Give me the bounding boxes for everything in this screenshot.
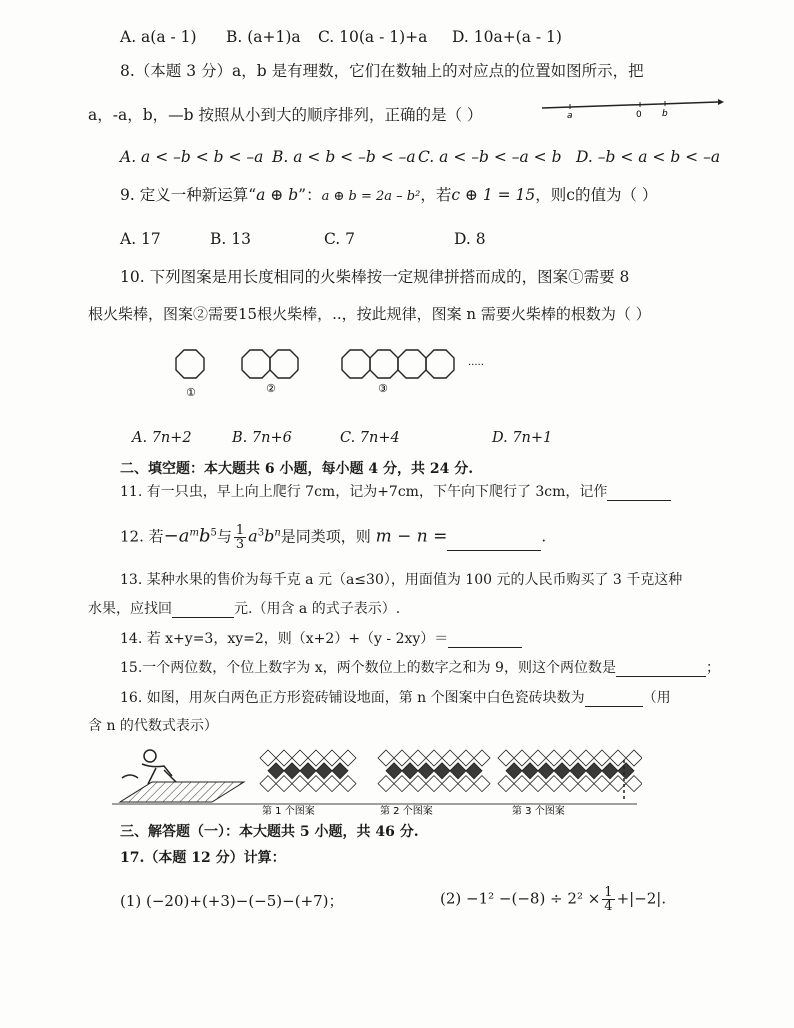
section-3-heading: 三、解答题（一）：本大题共 5 小题，共 46 分.	[120, 824, 419, 840]
axis-label-0: 0	[636, 110, 642, 120]
white-tile	[562, 776, 578, 792]
white-tile	[324, 776, 340, 792]
white-tile	[308, 776, 324, 792]
white-tile	[626, 776, 642, 792]
q12-frac-num: 1	[235, 523, 245, 538]
white-tile	[458, 776, 474, 792]
q7-option-d: D. 10a+(a - 1)	[452, 28, 562, 46]
white-tile	[594, 750, 610, 766]
q10-line2: 根火柴棒，图案②需要15根火柴棒，..，按此规律，图案 n 需要火柴棒的根数为（ ）	[88, 305, 651, 323]
q13-line2b: 元.（用含 a 的式子表示）.	[234, 601, 401, 617]
octagon-2a	[242, 350, 270, 378]
q16-answer-blank[interactable]	[585, 706, 643, 707]
white-tile	[546, 750, 562, 766]
white-tile	[562, 750, 578, 766]
q8-option-b: B. a < b < –b < –a	[272, 148, 416, 166]
white-tile	[594, 776, 610, 792]
gray-tile	[402, 763, 418, 779]
white-tile	[378, 750, 394, 766]
white-tile	[514, 750, 530, 766]
gray-tile	[316, 763, 332, 779]
white-tile	[626, 750, 642, 766]
white-tile	[410, 750, 426, 766]
gray-tile	[522, 763, 538, 779]
q9-option-d: D. 8	[454, 230, 486, 248]
tile-pattern-1	[260, 750, 356, 792]
q10-option-a: A. 7n+2	[132, 430, 192, 446]
worker-illustration	[120, 750, 244, 802]
q9-stem-d: ，则c的值为（ ）	[535, 186, 658, 204]
gray-tile	[418, 763, 434, 779]
gray-tile	[268, 763, 284, 779]
gray-tile	[506, 763, 522, 779]
q8-option-a: A. a < –b < b < –a	[120, 148, 264, 166]
q16-line1b: （用	[642, 690, 671, 706]
gray-tile	[570, 763, 586, 779]
q12-term2: a	[248, 526, 258, 546]
q9-option-c: C. 7	[324, 230, 356, 248]
gray-tile	[386, 763, 402, 779]
white-tile	[530, 776, 546, 792]
gray-tile	[332, 763, 348, 779]
q9-stem-b: ”：	[298, 186, 322, 204]
white-tile	[308, 750, 324, 766]
q13-line1: 13. 某种水果的售价为每千克 a 元（a≤30），用面值为 100 元的人民币购买了 3 千克这种	[120, 572, 683, 588]
q12-sup-m: m	[189, 527, 199, 539]
q8-number-line	[540, 96, 725, 124]
white-tile	[442, 750, 458, 766]
white-tile	[498, 750, 514, 766]
white-tile	[458, 750, 474, 766]
q12-fraction	[234, 524, 246, 551]
q9-stem	[120, 186, 657, 205]
q12-a: 12. 若	[120, 527, 164, 546]
q11-text: 11. 有一只虫，早上向上爬行 7cm，记为+7cm，下午向下爬行了 3cm，记作	[120, 484, 608, 500]
q16-line2: 含 n 的代数式表示）	[88, 718, 218, 734]
white-tile	[546, 776, 562, 792]
q9-cond: c ⊕ 1 = 15	[451, 186, 536, 204]
q12-tail: 是同类项，则	[280, 527, 371, 546]
q14	[120, 631, 522, 648]
q12-sup-5: 5	[210, 527, 217, 539]
octagon-3d	[426, 350, 454, 378]
q8-option-c: C. a < –b < –a < b	[418, 148, 562, 166]
octagon-3a	[342, 350, 370, 378]
q15-text: 15.一个两位数，个位上数字为 x，两个数位上的数字之和为 9，则这个两位数是	[120, 660, 616, 676]
tile-pattern-3	[498, 750, 642, 792]
q9-formula: a ⊕ b = 2a – b²	[321, 189, 421, 204]
q17-fraction	[602, 886, 614, 913]
q17-part2	[440, 886, 666, 913]
gray-tile	[602, 763, 618, 779]
tile-label-1: 第 1 个图案	[262, 806, 315, 817]
q16-tile-figures	[112, 742, 642, 818]
white-tile	[474, 776, 490, 792]
q12-sup-3: 3	[257, 527, 265, 539]
white-tile	[276, 776, 292, 792]
q17-part1: (1) (−20)+(+3)−(−5)−(+7)；	[120, 892, 344, 910]
white-tile	[260, 750, 276, 766]
q11-answer-blank[interactable]	[607, 500, 671, 501]
axis-label-b: b	[662, 109, 668, 119]
white-tile	[324, 750, 340, 766]
white-tile	[394, 750, 410, 766]
octagon-2b	[270, 350, 298, 378]
q17-frac-den: 4	[604, 899, 613, 914]
white-tile	[610, 750, 626, 766]
q8-option-d: D. –b < a < b < –a	[576, 148, 721, 166]
white-tile	[276, 750, 292, 766]
fig-label-2: ②	[266, 382, 276, 395]
white-tile	[578, 750, 594, 766]
white-tile	[578, 776, 594, 792]
q10-line1: 10. 下列图案是用长度相同的火柴棒按一定规律拼搭而成的，图案①需要 8	[120, 268, 630, 286]
q10-option-b: B. 7n+6	[232, 430, 292, 446]
white-tile	[498, 776, 514, 792]
gray-tile	[538, 763, 554, 779]
q15-answer-blank[interactable]	[616, 676, 706, 677]
q12-mid: 与	[216, 527, 232, 546]
white-tile	[410, 776, 426, 792]
q9-stem-a: 9. 定义一种新运算“	[120, 186, 257, 204]
q8-line1: 8.（本题 3 分）a，b 是有理数，它们在数轴上的对应点的位置如图所示，把	[120, 62, 644, 80]
gray-tile	[284, 763, 300, 779]
q16-line1a: 16. 如图，用灰白两色正方形瓷砖铺设地面，第 n 个图案中白色瓷砖块数为	[120, 690, 585, 706]
q16-line1	[120, 690, 671, 707]
white-tile	[292, 750, 308, 766]
q17-title: 17.（本题 12 分）计算：	[120, 850, 286, 866]
white-tile	[474, 750, 490, 766]
white-tile	[514, 776, 530, 792]
q7-option-b: B. (a+1)a	[226, 28, 301, 46]
white-tile	[394, 776, 410, 792]
q12-b1: b	[198, 525, 211, 547]
q17-part2-b: +|−2|.	[616, 889, 667, 908]
q15	[120, 660, 720, 677]
gray-tile	[554, 763, 570, 779]
gray-tile	[450, 763, 466, 779]
tile-pattern-2	[378, 750, 490, 792]
q13-line2a: 水果，应找回	[88, 601, 172, 617]
q12-end: .	[541, 527, 547, 546]
white-tile	[530, 750, 546, 766]
gray-tile	[300, 763, 316, 779]
q10-option-d: D. 7n+1	[492, 430, 553, 446]
q8-line2: a，-a，b，—b 按照从小到大的顺序排列，正确的是（ ）	[88, 106, 483, 124]
axis-label-a: a	[567, 111, 573, 121]
octagon-1	[176, 350, 204, 378]
q12-term1: −a	[163, 525, 190, 547]
q13-answer-blank[interactable]	[172, 617, 234, 618]
q9-option-a: A. 17	[120, 230, 161, 248]
gray-tile	[466, 763, 482, 779]
q17-frac-num: 1	[604, 885, 613, 900]
q12-expr: m − n =	[375, 526, 448, 547]
q7-option-a: A. a(a - 1)	[120, 28, 197, 46]
q12-answer-blank[interactable]	[447, 550, 541, 551]
fig-label-3: ③	[378, 382, 388, 395]
q10-option-c: C. 7n+4	[340, 430, 400, 446]
white-tile	[426, 750, 442, 766]
q9-op: a ⊕ b	[256, 186, 299, 204]
gray-tile	[618, 763, 634, 779]
q11	[120, 484, 671, 501]
white-tile	[426, 776, 442, 792]
q12	[120, 524, 546, 551]
q14-text: 14. 若 x+y=3，xy=2，则（x+2）+（y - 2xy）＝	[120, 631, 449, 647]
q9-stem-c: ，若	[420, 186, 452, 204]
white-tile	[442, 776, 458, 792]
fig-label-1: ①	[186, 386, 196, 399]
white-tile	[260, 776, 276, 792]
q12-b2: b	[264, 526, 275, 546]
q9-option-b: B. 13	[210, 230, 251, 248]
q13-line2	[88, 601, 400, 618]
gray-tile	[586, 763, 602, 779]
q12-sup-n: n	[274, 527, 281, 539]
white-tile	[340, 776, 356, 792]
q12-frac-den: 3	[235, 537, 245, 552]
section-2-heading: 二、填空题：本大题共 6 小题，每小题 4 分，共 24 分.	[120, 461, 474, 477]
tile-label-3: 第 3 个图案	[512, 806, 565, 817]
q15-end: ；	[705, 660, 720, 676]
q14-answer-blank[interactable]	[448, 647, 522, 648]
q17-part2-a: (2) −1² −(−8) ÷ 2² ×	[440, 889, 601, 908]
octagon-3b	[370, 350, 398, 378]
white-tile	[340, 750, 356, 766]
octagon-3c	[398, 350, 426, 378]
gray-tile	[434, 763, 450, 779]
tile-label-2: 第 2 个图案	[380, 806, 433, 817]
q10-matchstick-figures	[170, 346, 510, 402]
fig-dots: ·····	[468, 360, 484, 371]
q7-option-c: C. 10(a - 1)+a	[318, 28, 428, 46]
white-tile	[378, 776, 394, 792]
white-tile	[292, 776, 308, 792]
